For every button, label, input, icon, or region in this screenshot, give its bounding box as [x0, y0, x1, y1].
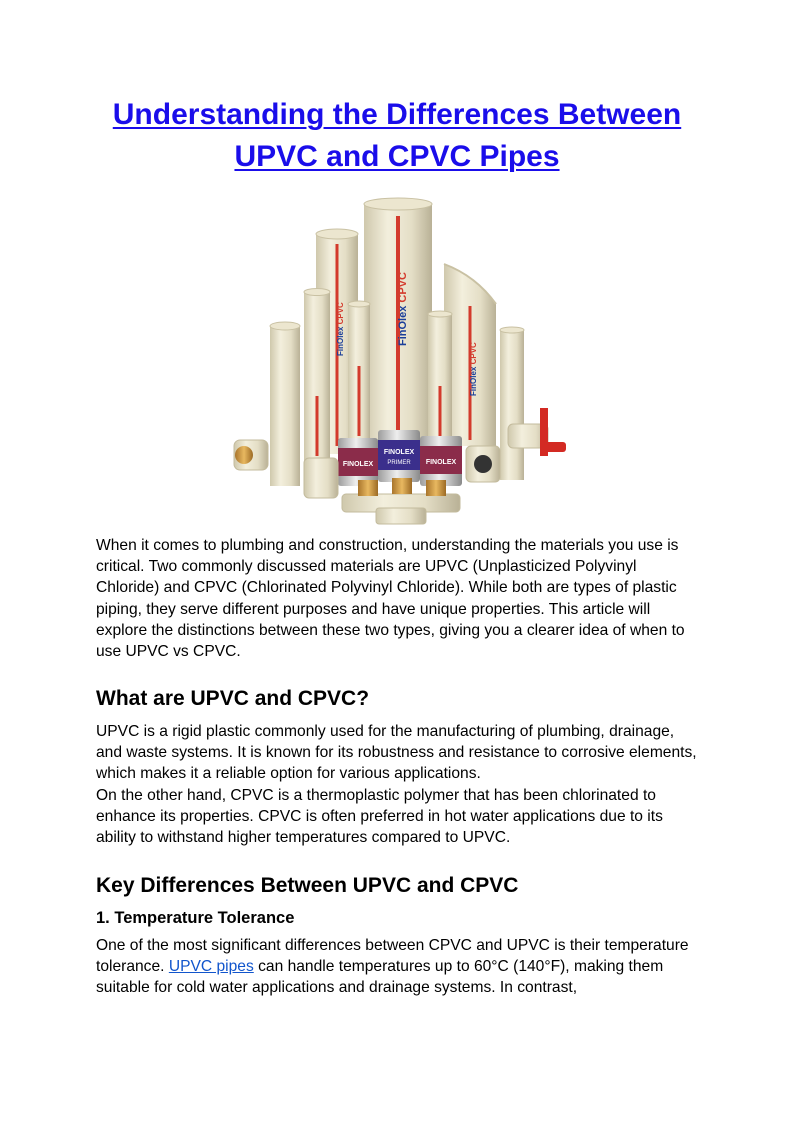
pipes-product-image: [226, 196, 572, 528]
adapter-fitting-dark: [466, 446, 500, 482]
intro-paragraph: When it comes to plumbing and construction, understanding the materials you use is critical. Two commonly discussed materials are UPVC (Unplasticized Polyvinyl Chloride) and CPVC (Chlorinated Polyvinyl Chloride). While both are types of plastic piping, they serve different purposes and have unique properties. This article will explore the distinctions between these two types, giving you a clearer idea of when to use UPVC vs CPVC.: [96, 537, 685, 661]
temperature-text-after: can handle temperatures up to 60°C (140°F), making them suitable for cold water applications and drainage systems. In contrast,: [96, 958, 664, 997]
temperature-text-before: One of the most significant differences between CPVC and UPVC is their temperature tolerance.: [96, 937, 689, 976]
coupling-fitting: [304, 458, 338, 498]
svg-text:PRIMER: PRIMER: [387, 460, 411, 466]
solvent-can-right: [420, 436, 462, 486]
title-line-1: Understanding the Differences Between: [112, 98, 682, 131]
pipe-brand-label-left: FinOlex CPVC: [336, 302, 345, 356]
tee-fitting-bottom: [342, 478, 460, 524]
pipe-far-right: [500, 327, 524, 480]
solvent-can-left: [338, 438, 378, 486]
section-heading-key-differences: Key Differences Between UPVC and CPVC: [96, 874, 519, 897]
pipe-brand-label-center: FinOlex CPVC: [397, 272, 409, 346]
subheading-temperature-tolerance: 1. Temperature Tolerance: [96, 909, 295, 927]
page-title: [60, 94, 734, 178]
pipe-brand-label-right: FinOlex CPVC: [469, 342, 478, 396]
elbow-fitting-left: [234, 440, 268, 470]
temperature-paragraph: [96, 935, 700, 999]
svg-text:FINOLEX: FINOLEX: [425, 459, 457, 466]
upvc-pipes-link[interactable]: UPVC pipes: [168, 958, 254, 976]
pipe-mid-left: [304, 289, 330, 483]
primer-can-center: [378, 430, 420, 482]
svg-text:FINOLEX: FINOLEX: [383, 449, 415, 456]
title-link[interactable]: [113, 98, 681, 173]
pipe-far-left: [270, 322, 300, 486]
title-line-2: UPVC and CPVC Pipes: [234, 140, 560, 173]
section1-paragraph-upvc: UPVC is a rigid plastic commonly used for the manufacturing of plumbing, drainage, and waste systems. It is known for its robustness and resistance to corrosive elements, which makes it a reliable option for various applications.: [96, 723, 697, 783]
section-heading-what-are: What are UPVC and CPVC?: [96, 687, 370, 710]
section1-paragraph-cpvc: On the other hand, CPVC is a thermoplastic polymer that has been chlorinated to enhance its properties. CPVC is often preferred in hot water applications due to its ability to withstand higher temperatures compared to UPVC.: [96, 787, 663, 847]
svg-text:FINOLEX: FINOLEX: [342, 461, 374, 468]
